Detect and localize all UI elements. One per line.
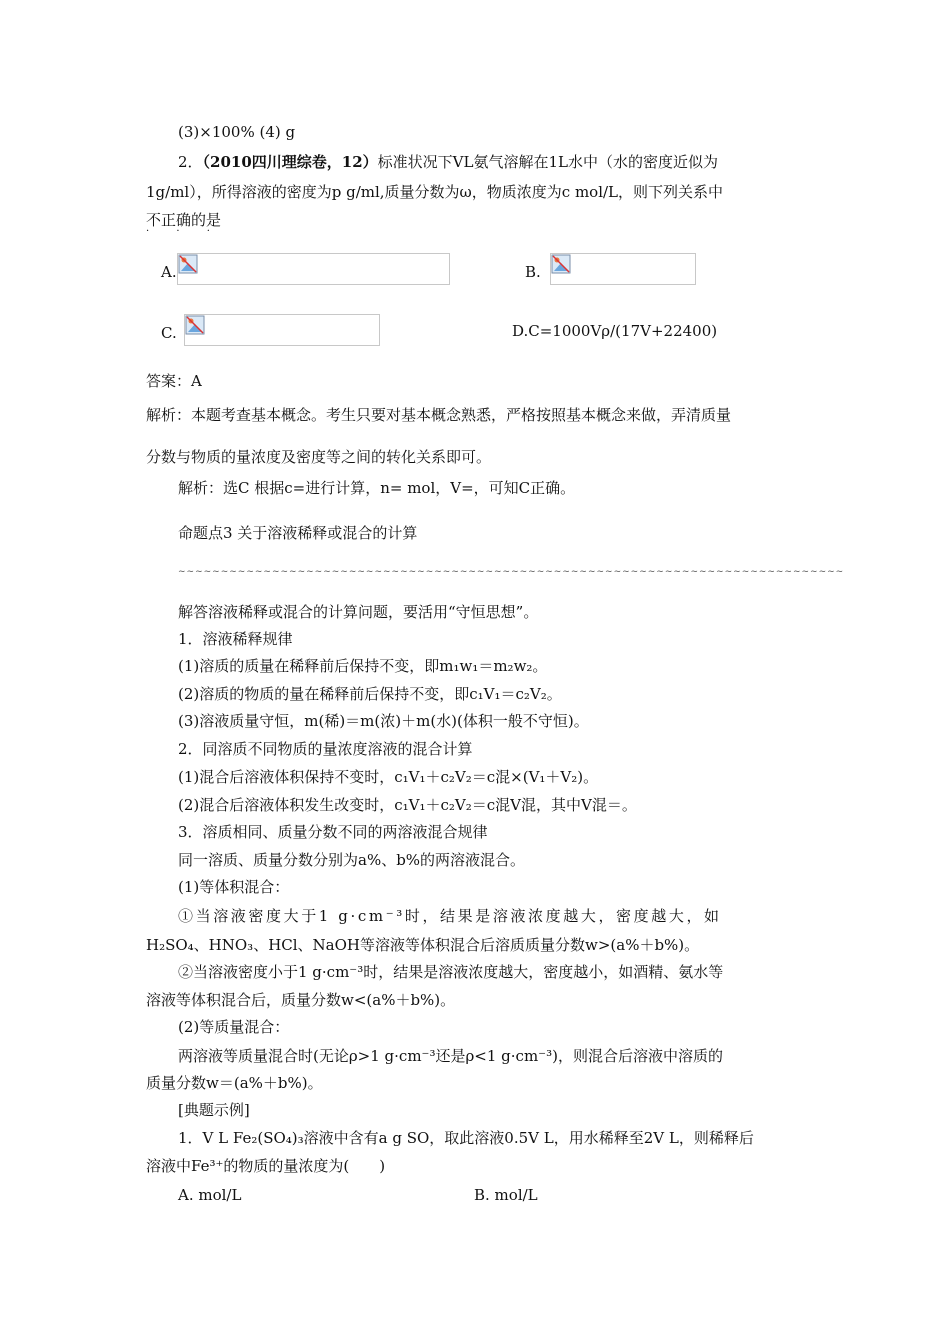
option-d: D.C=1000Vρ/(17V+22400): [512, 322, 718, 340]
section-3-intro: 同一溶质、质量分数分别为a%、b%的两溶液混合。: [178, 851, 526, 869]
answer-label: 答案：A: [146, 372, 202, 390]
question-2-line-3: 不正确的是: [146, 211, 222, 229]
rule-1-1: (1)溶质的质量在稀释前后保持不变，即m₁w₁＝m₂w₂。: [178, 657, 548, 675]
equal-volume-heading: (1)等体积混合：: [178, 878, 290, 896]
emphasis-dots: · · ·: [146, 226, 222, 237]
equal-volume-case-1-line-1: ①当溶液密度大于1 g·cm⁻³时，结果是溶液浓度越大，密度越大，如: [178, 907, 722, 925]
section-3-heading: 3．溶质相同、质量分数不同的两溶液混合规律: [178, 823, 488, 841]
question-source: （2010四川理综卷，12）: [202, 153, 378, 171]
wavy-divider: ~~~~~~~~~~~~~~~~~~~~~~~~~~~~~~~~~~~~~~~~~~~~~~~~~~~~~~~~~~~~~~~~~~~~~~~~~~~~~~: [178, 567, 845, 577]
equal-mass-line-1: 两溶液等质量混合时(无论ρ>1 g·cm⁻³还是ρ<1 g·cm⁻³)，则混合后溶液中溶质的: [178, 1047, 723, 1065]
option-a-label: A.: [161, 263, 177, 281]
analysis-line-1: 解析：本题考查基本概念。考生只要对基本概念熟悉，严格按照基本概念来做，弄清质量: [146, 406, 732, 424]
question-2-line-1: [178, 152, 718, 172]
example-1-line-2: 溶液中Fe³⁺的物质的量浓度为( ): [146, 1157, 386, 1175]
option-a-formula-image: [177, 253, 450, 285]
equal-volume-case-2-line-2: 溶液等体积混合后，质量分数w<(a%＋b%)。: [146, 991, 456, 1009]
rule-1-2: (2)溶质的物质的量在稀释前后保持不变，即c₁V₁＝c₂V₂。: [178, 685, 562, 703]
question-number: 2．: [178, 153, 203, 171]
example-1-option-b: B. mol/L: [474, 1186, 538, 1204]
answer-line-3-4: (3)×100% (4) g: [178, 123, 296, 141]
section-1-heading: 1．溶液稀释规律: [178, 630, 293, 648]
intro-text: 解答溶液稀释或混合的计算问题，要活用“守恒思想”。: [178, 603, 539, 621]
section-2-heading: 2．同溶质不同物质的量浓度溶液的混合计算: [178, 740, 473, 758]
broken-image-icon: [185, 315, 205, 335]
option-c-formula-image: [184, 314, 380, 346]
equal-volume-case-2-line-1: ②当溶液密度小于1 g·cm⁻³时，结果是溶液浓度越大，密度越小，如酒精、氨水等: [178, 963, 724, 981]
rule-1-3: (3)溶液质量守恒，m(稀)＝m(浓)＋m(水)(体积一般不守恒)。: [178, 712, 589, 730]
example-1-option-a: A. mol/L: [178, 1186, 242, 1204]
option-b-formula-image: [550, 253, 696, 285]
topic-heading: 命题点3 关于溶液稀释或混合的计算: [178, 524, 418, 542]
question-2-line-2: 1g/ml），所得溶液的密度为p g/ml,质量分数为ω，物质浓度为c mol/L，则下列关系中: [146, 183, 724, 201]
option-b-label: B.: [525, 263, 541, 281]
equal-volume-case-1-line-2: H₂SO₄、HNO₃、HCl、NaOH等溶液等体积混合后溶质质量分数w>(a%＋b%)。: [146, 936, 700, 954]
analysis-line-3: 解析：选C 根据c=进行计算，n= mol，V=，可知C正确。: [178, 479, 576, 497]
equal-mass-heading: (2)等质量混合：: [178, 1018, 290, 1036]
broken-image-icon: [178, 254, 198, 274]
rule-2-1: (1)混合后溶液体积保持不变时，c₁V₁＋c₂V₂＝c混×(V₁＋V₂)。: [178, 768, 599, 786]
analysis-line-2: 分数与物质的量浓度及密度等之间的转化关系即可。: [146, 448, 492, 466]
example-1-line-1: 1．V L Fe₂(SO₄)₃溶液中含有a g SO，取此溶液0.5V L，用水稀释至2V L，则稀释后: [178, 1129, 754, 1147]
equal-mass-line-2: 质量分数w＝(a%＋b%)。: [146, 1074, 323, 1092]
example-heading: [典题示例]: [178, 1101, 250, 1119]
rule-2-2: (2)混合后溶液体积发生改变时，c₁V₁＋c₂V₂＝c混V混，其中V混＝。: [178, 796, 637, 814]
question-text: 标准状况下VL氨气溶解在1L水中（水的密度近似为: [377, 153, 718, 171]
broken-image-icon: [551, 254, 571, 274]
option-c-label: C.: [161, 324, 177, 342]
